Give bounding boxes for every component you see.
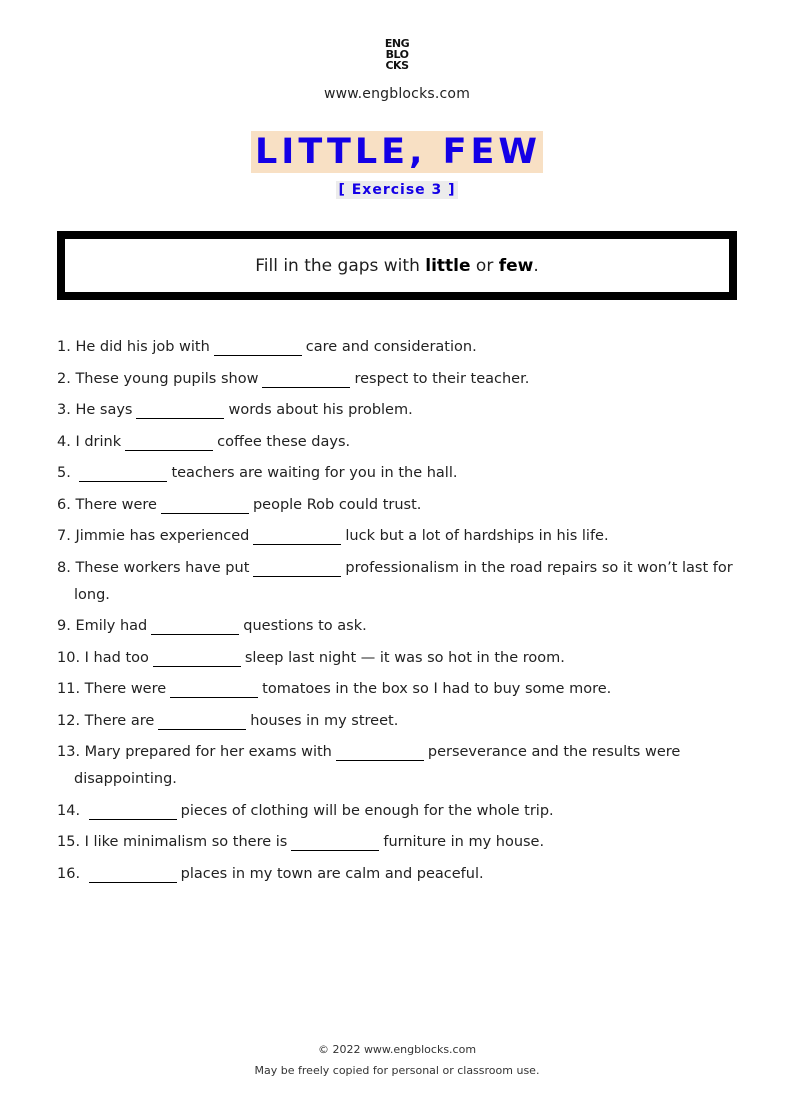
question-item xyxy=(57,613,737,640)
answer-blank[interactable] xyxy=(136,402,224,419)
question-item xyxy=(57,708,737,735)
question-text-before: There were xyxy=(84,681,167,697)
question-item xyxy=(57,334,737,361)
instruction-box xyxy=(57,231,737,300)
question-text-before: These workers have put xyxy=(75,559,250,576)
question-item xyxy=(57,555,737,609)
question-item xyxy=(57,676,737,703)
answer-blank[interactable] xyxy=(214,339,302,356)
question-item xyxy=(57,523,737,550)
question-text-after: furniture in my house. xyxy=(383,834,545,850)
question-text-after: words about his problem. xyxy=(228,402,413,418)
instruction-prefix: Fill in the gaps with xyxy=(255,255,426,276)
question-text-before: I drink xyxy=(75,433,122,450)
logo-line: ENG xyxy=(384,37,410,50)
question-item xyxy=(57,429,737,456)
question-number: 12. xyxy=(57,712,81,729)
instruction-text xyxy=(255,256,539,276)
instruction-suffix: . xyxy=(533,255,539,276)
logo-line: BLO xyxy=(385,48,409,61)
question-number: 1. xyxy=(57,339,71,355)
question-text-before: He did his job with xyxy=(75,339,210,355)
question-item xyxy=(57,829,737,856)
question-text-before: I like minimalism so there is xyxy=(84,834,288,850)
question-text-after: professionalism in the road repairs so it won’t last for long. xyxy=(74,559,733,603)
answer-blank[interactable] xyxy=(262,371,350,388)
subtitle-container xyxy=(0,179,794,199)
answer-blank[interactable] xyxy=(125,434,213,451)
question-number: 14. xyxy=(57,802,81,819)
question-item xyxy=(57,861,737,888)
answer-blank[interactable] xyxy=(151,618,239,635)
question-item xyxy=(57,739,737,793)
question-text-after: care and consideration. xyxy=(305,339,477,355)
question-text-after: luck but a lot of hardships in his life. xyxy=(345,528,609,544)
answer-blank[interactable] xyxy=(253,560,341,577)
instruction-word-few: few xyxy=(498,255,534,276)
question-text-after: sleep last night — it was so hot in the room. xyxy=(244,649,565,666)
question-text-before: There were xyxy=(75,496,157,513)
answer-blank[interactable] xyxy=(253,528,341,545)
exercise-label: [ Exercise 3 ] xyxy=(338,182,456,198)
question-item xyxy=(57,492,737,519)
question-text-after: questions to ask. xyxy=(243,618,367,634)
question-text-before: He says xyxy=(75,402,133,418)
engblocks-logo xyxy=(0,38,794,71)
logo-line: CKS xyxy=(385,59,409,72)
question-text-before: Mary prepared for her exams with xyxy=(84,744,332,760)
question-text-before: Emily had xyxy=(75,618,148,634)
answer-blank[interactable] xyxy=(89,803,177,820)
question-item xyxy=(57,798,737,825)
answer-blank[interactable] xyxy=(153,650,241,667)
answer-blank[interactable] xyxy=(291,834,379,851)
question-item xyxy=(57,460,737,487)
answer-blank[interactable] xyxy=(161,497,249,514)
title-container xyxy=(0,131,794,173)
question-number: 16. xyxy=(57,865,81,882)
question-text-after: places in my town are calm and peaceful. xyxy=(180,865,484,882)
site-url: www.engblocks.com xyxy=(323,86,471,102)
question-text-before: Jimmie has experienced xyxy=(75,528,250,544)
question-number: 15. xyxy=(57,834,81,850)
question-item xyxy=(57,397,737,424)
answer-blank[interactable] xyxy=(89,866,177,883)
question-number: 11. xyxy=(57,681,81,697)
answer-blank[interactable] xyxy=(170,681,258,698)
question-text-after: teachers are waiting for you in the hall. xyxy=(171,465,458,481)
question-item xyxy=(57,645,737,672)
instruction-word-little: little xyxy=(425,255,471,276)
question-number: 5. xyxy=(57,465,71,481)
question-text-after: perseverance and the results were disappointing. xyxy=(74,744,681,787)
question-number: 3. xyxy=(57,402,71,418)
question-text-after: respect to their teacher. xyxy=(354,370,530,387)
question-text-before: I had too xyxy=(84,649,149,666)
question-number: 9. xyxy=(57,618,71,634)
question-text-before: There are xyxy=(84,712,155,729)
question-list xyxy=(57,334,737,892)
worksheet-title: LITTLE, FEW xyxy=(251,131,543,173)
question-number: 13. xyxy=(57,744,81,760)
instruction-middle: or xyxy=(470,255,499,276)
question-number: 10. xyxy=(57,649,81,666)
answer-blank[interactable] xyxy=(336,744,424,761)
question-text-after: tomatoes in the box so I had to buy some more. xyxy=(262,681,612,697)
question-number: 6. xyxy=(57,496,71,513)
footer-copyright: © 2022 www.engblocks.com xyxy=(317,1043,477,1056)
answer-blank[interactable] xyxy=(79,465,167,482)
answer-blank[interactable] xyxy=(158,713,246,730)
footer-note: May be freely copied for personal or classroom use. xyxy=(254,1064,540,1077)
question-number: 7. xyxy=(57,528,71,544)
question-text-after: coffee these days. xyxy=(217,433,351,450)
question-number: 2. xyxy=(57,370,71,387)
question-number: 4. xyxy=(57,433,71,450)
question-text-after: people Rob could trust. xyxy=(252,496,422,513)
question-text-after: houses in my street. xyxy=(250,712,399,729)
question-number: 8. xyxy=(57,559,71,576)
question-text-before: These young pupils show xyxy=(75,370,259,387)
question-text-after: pieces of clothing will be enough for the whole trip. xyxy=(180,802,554,819)
question-item xyxy=(57,366,737,393)
